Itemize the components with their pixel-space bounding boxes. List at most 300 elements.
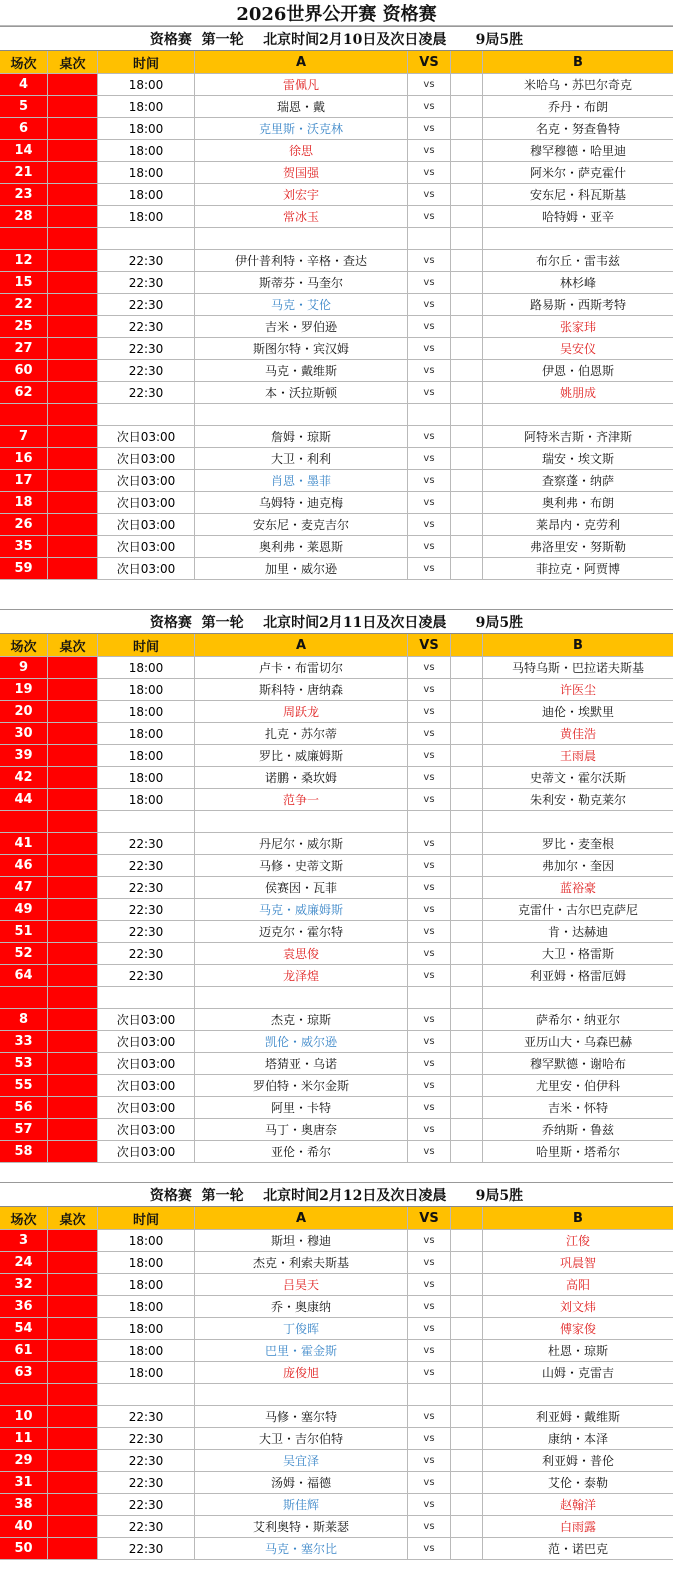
match-row bbox=[0, 767, 673, 789]
header-player-a: A bbox=[195, 51, 408, 73]
match-number: 9 bbox=[0, 657, 48, 678]
match-row bbox=[0, 1406, 673, 1428]
match-row bbox=[0, 1428, 673, 1450]
empty-cell bbox=[48, 228, 98, 249]
section-heading: 资格赛 第一轮 北京时间2月12日及次日凌晨 9局5胜 bbox=[0, 1182, 673, 1206]
vs-label: vs bbox=[408, 1362, 451, 1383]
match-row bbox=[0, 1318, 673, 1340]
table-number bbox=[48, 1340, 98, 1361]
player-b: 许医尘 bbox=[559, 683, 596, 697]
gap-cell bbox=[451, 1230, 483, 1251]
gap-cell bbox=[451, 745, 483, 766]
vs-label: vs bbox=[408, 1009, 451, 1030]
table-number bbox=[48, 250, 98, 271]
vs-label: vs bbox=[408, 514, 451, 535]
match-number: 20 bbox=[0, 701, 48, 722]
vs-label: vs bbox=[408, 250, 451, 271]
match-row bbox=[0, 877, 673, 899]
player-b: 白雨露 bbox=[559, 1520, 596, 1534]
gap-cell bbox=[451, 360, 483, 381]
gap-cell bbox=[451, 789, 483, 810]
player-a: 徐思 bbox=[195, 140, 408, 161]
empty-cell bbox=[0, 1384, 48, 1405]
gap-cell bbox=[451, 1450, 483, 1471]
vs-label: vs bbox=[408, 1516, 451, 1537]
vs-label: vs bbox=[408, 1141, 451, 1162]
match-number: 59 bbox=[0, 558, 48, 579]
match-number: 33 bbox=[0, 1031, 48, 1052]
table-number bbox=[48, 1141, 98, 1162]
match-time: 18:00 bbox=[98, 767, 195, 788]
match-row bbox=[0, 162, 673, 184]
vs-label: vs bbox=[408, 1472, 451, 1493]
match-row bbox=[0, 657, 673, 679]
vs-label: vs bbox=[408, 701, 451, 722]
gap-cell bbox=[451, 1075, 483, 1096]
table-number bbox=[48, 492, 98, 513]
match-time: 18:00 bbox=[98, 701, 195, 722]
player-b: 萨希尔・纳亚尔 bbox=[535, 1013, 620, 1027]
match-number: 31 bbox=[0, 1472, 48, 1493]
vs-label: vs bbox=[408, 338, 451, 359]
player-a: 袁思俊 bbox=[195, 943, 408, 964]
match-number: 55 bbox=[0, 1075, 48, 1096]
table-number bbox=[48, 1494, 98, 1515]
empty-cell bbox=[483, 811, 673, 832]
match-number: 62 bbox=[0, 382, 48, 403]
match-time: 22:30 bbox=[98, 1406, 195, 1427]
table-number bbox=[48, 118, 98, 139]
header-match-no: 场次 bbox=[0, 634, 48, 656]
table-number bbox=[48, 745, 98, 766]
group-spacer-row bbox=[0, 404, 673, 426]
match-row bbox=[0, 1009, 673, 1031]
match-number: 16 bbox=[0, 448, 48, 469]
match-time: 次日03:00 bbox=[98, 536, 195, 557]
section-heading: 资格赛 第一轮 北京时间2月10日及次日凌晨 9局5胜 bbox=[0, 26, 673, 50]
player-b: 哈特姆・亚辛 bbox=[541, 210, 614, 224]
match-time: 18:00 bbox=[98, 723, 195, 744]
match-row bbox=[0, 679, 673, 701]
table-number bbox=[48, 855, 98, 876]
match-row bbox=[0, 1097, 673, 1119]
match-time: 22:30 bbox=[98, 899, 195, 920]
match-number: 5 bbox=[0, 96, 48, 117]
match-number: 6 bbox=[0, 118, 48, 139]
gap-cell bbox=[451, 1362, 483, 1383]
player-b: 林杉峰 bbox=[559, 276, 596, 290]
match-number: 54 bbox=[0, 1318, 48, 1339]
empty-cell bbox=[98, 228, 195, 249]
match-number: 56 bbox=[0, 1097, 48, 1118]
match-row bbox=[0, 492, 673, 514]
empty-cell bbox=[451, 228, 483, 249]
table-number bbox=[48, 1075, 98, 1096]
vs-label: vs bbox=[408, 1075, 451, 1096]
match-row bbox=[0, 448, 673, 470]
player-b: 弗加尔・奎因 bbox=[541, 859, 614, 873]
player-a: 詹姆・琼斯 bbox=[195, 426, 408, 447]
match-number: 41 bbox=[0, 833, 48, 854]
player-b: 瑞安・埃文斯 bbox=[541, 452, 614, 466]
player-a: 侯赛因・瓦菲 bbox=[195, 877, 408, 898]
empty-cell bbox=[408, 1384, 451, 1405]
gap-cell bbox=[451, 1340, 483, 1361]
player-b: 罗比・麦奎根 bbox=[541, 837, 614, 851]
vs-label: vs bbox=[408, 96, 451, 117]
match-time: 22:30 bbox=[98, 921, 195, 942]
player-a: 凯伦・威尔逊 bbox=[195, 1031, 408, 1052]
table-number bbox=[48, 514, 98, 535]
table-number bbox=[48, 206, 98, 227]
player-a: 丹尼尔・威尔斯 bbox=[195, 833, 408, 854]
player-a: 罗伯特・米尔金斯 bbox=[195, 1075, 408, 1096]
player-a: 乌姆特・迪克梅 bbox=[195, 492, 408, 513]
empty-cell bbox=[98, 987, 195, 1008]
player-b: 穆罕穆德・哈里迪 bbox=[529, 144, 626, 158]
vs-label: vs bbox=[408, 965, 451, 986]
vs-label: vs bbox=[408, 74, 451, 95]
header-player-b: B bbox=[483, 1207, 673, 1229]
header-time: 时间 bbox=[98, 51, 195, 73]
match-row bbox=[0, 899, 673, 921]
vs-label: vs bbox=[408, 470, 451, 491]
table-number bbox=[48, 1274, 98, 1295]
player-b: 艾伦・泰勒 bbox=[547, 1476, 608, 1490]
vs-label: vs bbox=[408, 382, 451, 403]
vs-label: vs bbox=[408, 1053, 451, 1074]
player-b: 乔丹・布朗 bbox=[547, 100, 608, 114]
gap-cell bbox=[451, 470, 483, 491]
vs-label: vs bbox=[408, 833, 451, 854]
table-number bbox=[48, 360, 98, 381]
match-row bbox=[0, 96, 673, 118]
match-time: 次日03:00 bbox=[98, 514, 195, 535]
match-time: 22:30 bbox=[98, 272, 195, 293]
match-time: 次日03:00 bbox=[98, 1009, 195, 1030]
player-b: 米哈乌・苏巴尔奇克 bbox=[523, 78, 632, 92]
player-a: 周跃龙 bbox=[195, 701, 408, 722]
player-b: 查察蓬・纳萨 bbox=[541, 474, 614, 488]
vs-label: vs bbox=[408, 1274, 451, 1295]
match-number: 35 bbox=[0, 536, 48, 557]
match-row bbox=[0, 1031, 673, 1053]
table-number bbox=[48, 1009, 98, 1030]
gap-cell bbox=[451, 679, 483, 700]
empty-cell bbox=[195, 1384, 408, 1405]
gap-cell bbox=[451, 448, 483, 469]
player-a: 斯坦・穆迪 bbox=[195, 1230, 408, 1251]
group-spacer-row bbox=[0, 228, 673, 250]
match-number: 10 bbox=[0, 1406, 48, 1427]
match-time: 18:00 bbox=[98, 118, 195, 139]
empty-cell bbox=[48, 987, 98, 1008]
table-header bbox=[0, 50, 673, 74]
match-row bbox=[0, 426, 673, 448]
match-row bbox=[0, 1119, 673, 1141]
gap-cell bbox=[451, 899, 483, 920]
table-number bbox=[48, 74, 98, 95]
table-header bbox=[0, 633, 673, 657]
header-gap bbox=[451, 51, 483, 73]
match-number: 24 bbox=[0, 1252, 48, 1273]
match-row bbox=[0, 855, 673, 877]
player-a: 马克・塞尔比 bbox=[195, 1538, 408, 1559]
gap-cell bbox=[451, 1318, 483, 1339]
match-row bbox=[0, 1362, 673, 1384]
vs-label: vs bbox=[408, 767, 451, 788]
player-b: 范・诺巴克 bbox=[547, 1542, 608, 1556]
player-a: 杰克・琼斯 bbox=[195, 1009, 408, 1030]
player-b: 奥利弗・布朗 bbox=[541, 496, 614, 510]
gap-cell bbox=[451, 1472, 483, 1493]
player-b: 大卫・格雷斯 bbox=[541, 947, 614, 961]
match-time: 次日03:00 bbox=[98, 1097, 195, 1118]
player-b: 肯・达赫迪 bbox=[547, 925, 608, 939]
gap-cell bbox=[451, 1252, 483, 1273]
gap-cell bbox=[451, 118, 483, 139]
table-number bbox=[48, 1538, 98, 1559]
empty-cell bbox=[483, 404, 673, 425]
vs-label: vs bbox=[408, 745, 451, 766]
player-b: 穆罕默德・谢哈布 bbox=[529, 1057, 626, 1071]
match-time: 22:30 bbox=[98, 965, 195, 986]
header-table-no: 桌次 bbox=[48, 634, 98, 656]
vs-label: vs bbox=[408, 1296, 451, 1317]
match-time: 18:00 bbox=[98, 1274, 195, 1295]
table-number bbox=[48, 657, 98, 678]
table-number bbox=[48, 382, 98, 403]
player-a: 雷佩凡 bbox=[195, 74, 408, 95]
match-time: 22:30 bbox=[98, 1428, 195, 1449]
empty-cell bbox=[408, 228, 451, 249]
vs-label: vs bbox=[408, 1494, 451, 1515]
match-row bbox=[0, 833, 673, 855]
match-row bbox=[0, 1472, 673, 1494]
empty-cell bbox=[48, 811, 98, 832]
player-a: 杰克・利索夫斯基 bbox=[195, 1252, 408, 1273]
player-b: 阿米尔・萨克霍什 bbox=[529, 166, 626, 180]
player-b: 名克・努查鲁特 bbox=[535, 122, 620, 136]
player-b: 康纳・本泽 bbox=[547, 1432, 608, 1446]
match-row bbox=[0, 1230, 673, 1252]
empty-cell bbox=[483, 987, 673, 1008]
table-number bbox=[48, 1053, 98, 1074]
player-b: 利亚姆・格雷厄姆 bbox=[529, 969, 626, 983]
player-a: 奥利弗・莱恩斯 bbox=[195, 536, 408, 557]
match-time: 22:30 bbox=[98, 833, 195, 854]
match-time: 22:30 bbox=[98, 1494, 195, 1515]
vs-label: vs bbox=[408, 1031, 451, 1052]
match-time: 18:00 bbox=[98, 1318, 195, 1339]
table-number bbox=[48, 1119, 98, 1140]
player-a: 大卫・利利 bbox=[195, 448, 408, 469]
match-number: 7 bbox=[0, 426, 48, 447]
gap-cell bbox=[451, 162, 483, 183]
match-time: 22:30 bbox=[98, 1538, 195, 1559]
player-a: 马克・威廉姆斯 bbox=[195, 899, 408, 920]
player-a: 丁俊晖 bbox=[195, 1318, 408, 1339]
vs-label: vs bbox=[408, 162, 451, 183]
player-a: 卢卡・布雷切尔 bbox=[195, 657, 408, 678]
table-number bbox=[48, 789, 98, 810]
player-b: 姚朋成 bbox=[559, 386, 596, 400]
table-number bbox=[48, 965, 98, 986]
player-b: 史蒂文・霍尔沃斯 bbox=[529, 771, 626, 785]
match-number: 50 bbox=[0, 1538, 48, 1559]
match-time: 次日03:00 bbox=[98, 1119, 195, 1140]
vs-label: vs bbox=[408, 723, 451, 744]
player-b: 杜恩・琼斯 bbox=[547, 1344, 608, 1358]
player-a: 加里・威尔逊 bbox=[195, 558, 408, 579]
gap-cell bbox=[451, 184, 483, 205]
match-time: 18:00 bbox=[98, 162, 195, 183]
player-a: 巴里・霍金斯 bbox=[195, 1340, 408, 1361]
player-b: 山姆・克雷吉 bbox=[541, 1366, 614, 1380]
table-number bbox=[48, 943, 98, 964]
gap-cell bbox=[451, 657, 483, 678]
match-number: 18 bbox=[0, 492, 48, 513]
player-a: 斯佳辉 bbox=[195, 1494, 408, 1515]
empty-cell bbox=[451, 811, 483, 832]
match-row bbox=[0, 1141, 673, 1163]
match-row bbox=[0, 943, 673, 965]
player-b: 哈里斯・塔希尔 bbox=[535, 1145, 620, 1159]
match-row bbox=[0, 294, 673, 316]
player-b: 亚历山大・乌森巴赫 bbox=[523, 1035, 632, 1049]
match-time: 22:30 bbox=[98, 338, 195, 359]
gap-cell bbox=[451, 1494, 483, 1515]
player-b: 刘文炜 bbox=[559, 1300, 596, 1314]
gap-cell bbox=[451, 833, 483, 854]
group-spacer-row bbox=[0, 811, 673, 833]
player-a: 本・沃拉斯顿 bbox=[195, 382, 408, 403]
vs-label: vs bbox=[408, 921, 451, 942]
empty-cell bbox=[98, 811, 195, 832]
player-a: 庞俊旭 bbox=[195, 1362, 408, 1383]
player-a: 马丁・奥唐奈 bbox=[195, 1119, 408, 1140]
vs-label: vs bbox=[408, 184, 451, 205]
match-row bbox=[0, 1340, 673, 1362]
vs-label: vs bbox=[408, 789, 451, 810]
player-b: 利亚姆・戴维斯 bbox=[535, 1410, 620, 1424]
player-a: 吉米・罗伯逊 bbox=[195, 316, 408, 337]
match-time: 次日03:00 bbox=[98, 1141, 195, 1162]
table-number bbox=[48, 294, 98, 315]
match-time: 22:30 bbox=[98, 1472, 195, 1493]
match-number: 23 bbox=[0, 184, 48, 205]
player-a: 斯蒂芬・马奎尔 bbox=[195, 272, 408, 293]
table-number bbox=[48, 1406, 98, 1427]
match-row bbox=[0, 272, 673, 294]
match-number: 52 bbox=[0, 943, 48, 964]
table-number bbox=[48, 1516, 98, 1537]
match-number: 46 bbox=[0, 855, 48, 876]
vs-label: vs bbox=[408, 316, 451, 337]
group-spacer-row bbox=[0, 1384, 673, 1406]
player-b: 高阳 bbox=[565, 1278, 590, 1292]
gap-cell bbox=[451, 272, 483, 293]
match-time: 次日03:00 bbox=[98, 1053, 195, 1074]
match-number: 29 bbox=[0, 1450, 48, 1471]
player-b: 巩晨智 bbox=[559, 1256, 596, 1270]
table-number bbox=[48, 140, 98, 161]
vs-label: vs bbox=[408, 492, 451, 513]
table-number bbox=[48, 536, 98, 557]
header-vs: VS bbox=[408, 51, 451, 73]
match-row bbox=[0, 745, 673, 767]
match-time: 次日03:00 bbox=[98, 448, 195, 469]
match-number: 60 bbox=[0, 360, 48, 381]
match-number: 11 bbox=[0, 1428, 48, 1449]
empty-cell bbox=[48, 1384, 98, 1405]
header-player-b: B bbox=[483, 51, 673, 73]
match-row bbox=[0, 1274, 673, 1296]
gap-cell bbox=[451, 250, 483, 271]
gap-cell bbox=[451, 701, 483, 722]
table-number bbox=[48, 316, 98, 337]
match-time: 18:00 bbox=[98, 206, 195, 227]
player-b: 布尔丘・雷韦兹 bbox=[535, 254, 620, 268]
group-spacer-row bbox=[0, 987, 673, 1009]
header-gap bbox=[451, 634, 483, 656]
match-time: 18:00 bbox=[98, 74, 195, 95]
player-b: 王雨晨 bbox=[559, 749, 596, 763]
player-a: 塔猜亚・乌诺 bbox=[195, 1053, 408, 1074]
match-time: 次日03:00 bbox=[98, 558, 195, 579]
match-number: 3 bbox=[0, 1230, 48, 1251]
vs-label: vs bbox=[408, 877, 451, 898]
match-number: 8 bbox=[0, 1009, 48, 1030]
vs-label: vs bbox=[408, 272, 451, 293]
match-number: 15 bbox=[0, 272, 48, 293]
gap-cell bbox=[451, 536, 483, 557]
vs-label: vs bbox=[408, 1428, 451, 1449]
match-time: 22:30 bbox=[98, 382, 195, 403]
table-number bbox=[48, 701, 98, 722]
match-time: 18:00 bbox=[98, 679, 195, 700]
match-number: 32 bbox=[0, 1274, 48, 1295]
match-row bbox=[0, 1516, 673, 1538]
match-row bbox=[0, 118, 673, 140]
player-a: 瑞恩・戴 bbox=[195, 96, 408, 117]
match-row bbox=[0, 1494, 673, 1516]
player-b: 伊恩・伯恩斯 bbox=[541, 364, 614, 378]
match-number: 42 bbox=[0, 767, 48, 788]
match-row bbox=[0, 723, 673, 745]
gap-cell bbox=[451, 1097, 483, 1118]
table-number bbox=[48, 1031, 98, 1052]
match-number: 30 bbox=[0, 723, 48, 744]
player-a: 安东尼・麦克吉尔 bbox=[195, 514, 408, 535]
vs-label: vs bbox=[408, 1230, 451, 1251]
table-number bbox=[48, 1097, 98, 1118]
player-b: 傅家俊 bbox=[559, 1322, 596, 1336]
table-number bbox=[48, 1472, 98, 1493]
gap-cell bbox=[451, 1516, 483, 1537]
match-number: 4 bbox=[0, 74, 48, 95]
empty-cell bbox=[0, 987, 48, 1008]
header-player-b: B bbox=[483, 634, 673, 656]
vs-label: vs bbox=[408, 679, 451, 700]
gap-cell bbox=[451, 382, 483, 403]
player-a: 汤姆・福德 bbox=[195, 1472, 408, 1493]
match-row bbox=[0, 250, 673, 272]
match-time: 22:30 bbox=[98, 250, 195, 271]
gap-cell bbox=[451, 877, 483, 898]
player-b: 克雷什・古尔巴克萨尼 bbox=[517, 903, 638, 917]
vs-label: vs bbox=[408, 1340, 451, 1361]
